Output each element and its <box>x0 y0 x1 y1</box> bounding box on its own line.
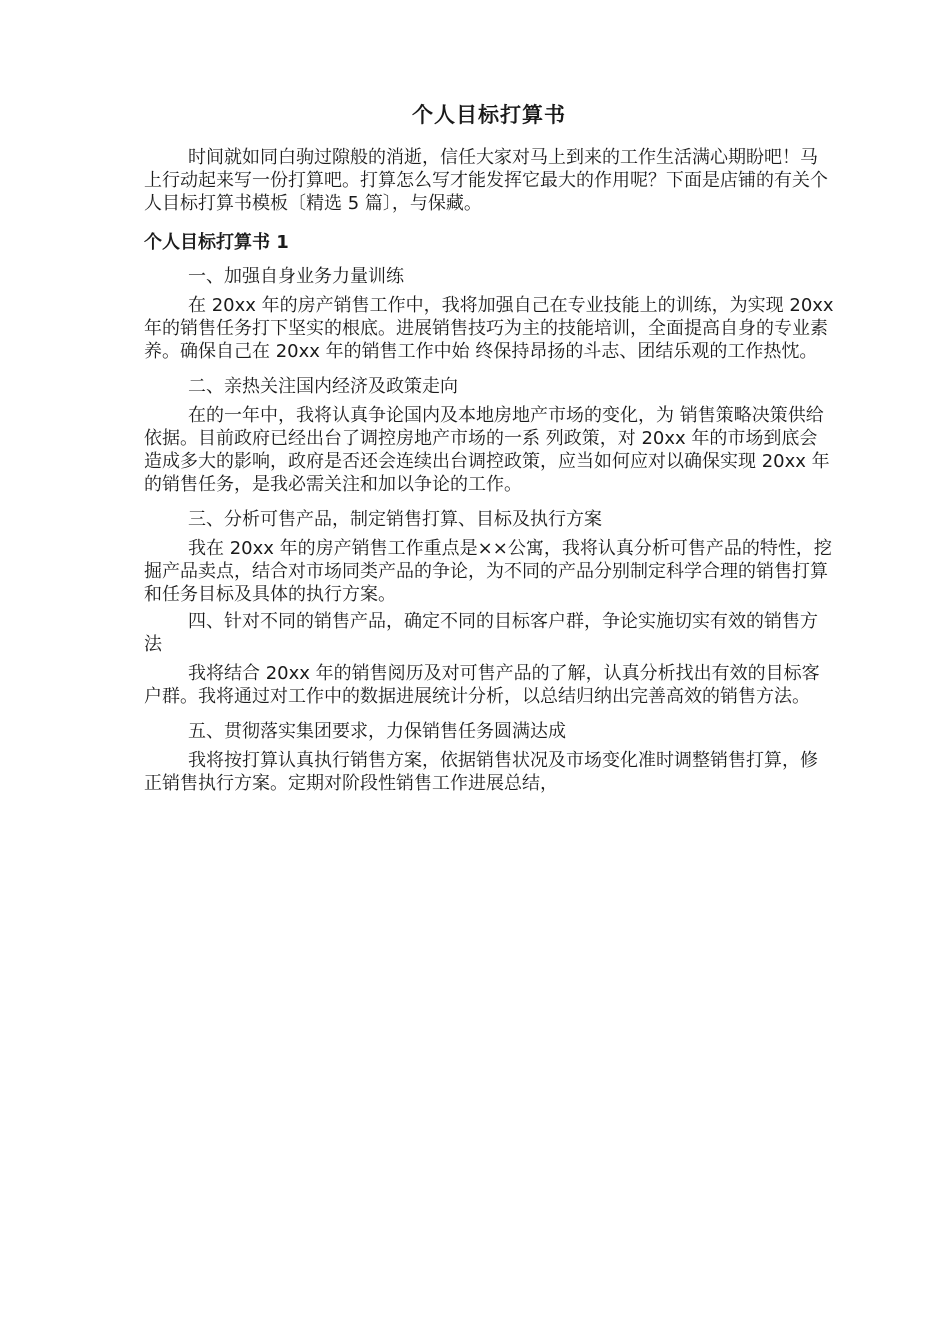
item-3-title: 三、分析可售产品，制定销售打算、目标及执行方案 <box>188 509 602 530</box>
document-title: 个人目标打算书 <box>412 103 566 127</box>
item-3-body: 我在 20xx 年的房产销售工作重点是××公寓，我将认真分析可售产品的特性，挖掘产品卖点，结合对市场同类产品的争论，为不同的产品分别制定科学合理的销售打算和任务目标及具体的执行方案。 <box>144 538 832 605</box>
document-content <box>144 98 834 795</box>
item-2-body: 在的一年中，我将认真争论国内及本地房地产市场的变化，为 销售策略决策供给依据。目前政府已经出台了调控房地产市场的一系 列政策，对 20xx 年的市场到底会造成多大的影响，政府是否还会连续出台调控政策，应当如何应对以确保实现 20xx 年的销售任务，是我必需关注和加以争论的工作。 <box>144 405 830 495</box>
section-heading: 个人目标打算书 1 <box>144 232 289 253</box>
item-5-title: 五、贯彻落实集团要求，力保销售任务圆满达成 <box>188 721 566 742</box>
intro-paragraph: 时间就如同白驹过隙般的消逝，信任大家对马上到来的工作生活满心期盼吧！马上行动起来写一份打算吧。打算怎么写才能发挥它最大的作用呢？下面是店铺的有关个人目标打算书模板〔精选 5 篇〕，与保藏。 <box>144 147 828 214</box>
item-4-body: 我将结合 20xx 年的销售阅历及对可售产品的了解，认真分析找出有效的目标客户群。我将通过对工作中的数据进展统计分析，以总结归纳出完善高效的销售方法。 <box>144 663 820 707</box>
item-2-title: 二、亲热关注国内经济及政策走向 <box>188 376 458 397</box>
item-1-body: 在 20xx 年的房产销售工作中，我将加强自己在专业技能上的训练，为实现 20xx 年的销售任务打下坚实的根底。进展销售技巧为主的技能培训，全面提高自身的专业素养。确保自己在 20xx 年的销售工作中始 终保持昂扬的斗志、团结乐观的工作热忱。 <box>144 295 834 362</box>
item-4-title: 四、针对不同的销售产品，确定不同的目标客户群，争论实施切实有效的销售方法 <box>144 611 818 655</box>
item-5-body: 我将按打算认真执行销售方案，依据销售状况及市场变化准时调整销售打算，修正销售执行方案。定期对阶段性销售工作进展总结， <box>144 750 818 794</box>
item-1-title: 一、加强自身业务力量训练 <box>188 266 404 287</box>
